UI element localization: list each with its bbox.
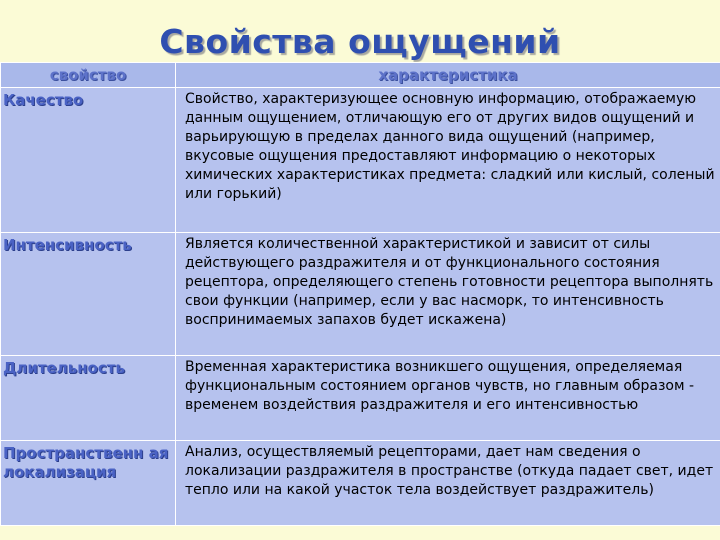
property-cell: Качество xyxy=(1,88,176,233)
properties-table xyxy=(0,62,720,526)
property-cell: Длительность xyxy=(1,356,176,441)
description-cell: Является количественной характеристикой и зависит от силы действующего раздражителя и от функционального состояния рецептора, определяющего степень готовности рецептора выполнять свои функции (например, если у вас насморк, то интенсивность воспринимаемых запахов будет искажена) xyxy=(176,233,720,356)
table-header-row xyxy=(1,63,720,88)
description-cell: Свойство, характеризующее основную информацию, отображаемую данным ощущением, отличающую его от других видов ощущений и варьирующую в пределах данного вида ощущений (например, вкусовые ощущения предоставляют информацию о некоторых химических характеристиках предмета: сладкий или кислый, соленый или горький) xyxy=(176,88,720,233)
description-cell: Анализ, осуществляемый рецепторами, дает нам сведения о локализации раздражителя в пространстве (откуда падает свет, идет тепло или на какой участок тела воздействует раздражитель) xyxy=(176,441,720,526)
header-characteristic: характеристика xyxy=(176,63,720,88)
header-property: свойство xyxy=(1,63,176,88)
description-cell: Временная характеристика возникшего ощущения, определяемая функциональным состоянием органов чувств, но главным образом - временем воздействия раздражителя и его интенсивностью xyxy=(176,356,720,441)
table-row xyxy=(1,233,720,356)
property-cell: Интенсивность xyxy=(1,233,176,356)
table-row xyxy=(1,88,720,233)
table-row xyxy=(1,356,720,441)
page-title: Свойства ощущений xyxy=(159,22,561,61)
table-row xyxy=(1,441,720,526)
property-cell: Пространственн ая локализация xyxy=(1,441,176,526)
